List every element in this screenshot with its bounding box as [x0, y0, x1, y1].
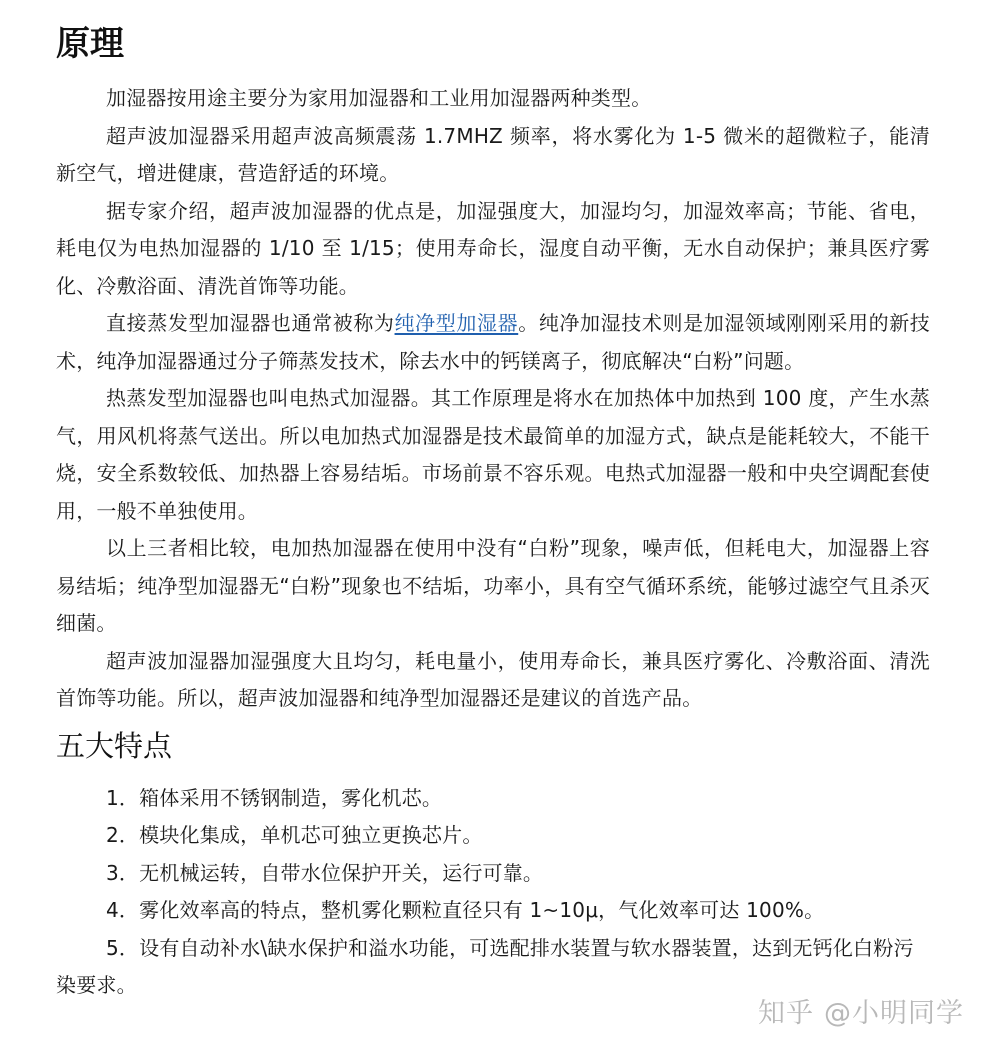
zhihu-watermark [758, 991, 964, 1030]
watermark-author: @小明同学 [824, 998, 964, 1029]
paragraph-1: 加湿器按用途主要分为家用加湿器和工业用加湿器两种类型。 [106, 86, 652, 110]
feature-item: 5．设有自动补水\缺水保护和溢水功能，可选配排水装置与软水器装置，达到无钙化白粉污染要求。 [56, 935, 914, 997]
paragraph-7: 超声波加湿器加湿强度大且均匀，耗电量小，使用寿命长，兼具医疗雾化、冷敷浴面、清洗首饰等功能。所以，超声波加湿器和纯净型加湿器还是建议的首选产品。 [56, 648, 930, 710]
watermark-site: 知乎 [758, 998, 814, 1029]
paragraph-4 [56, 305, 930, 380]
feature-item: 4．雾化效率高的特点，整机雾化颗粒直径只有 1~10μ，气化效率可达 100%。 [106, 898, 825, 922]
features-list [56, 780, 930, 1005]
paragraph-4-after: 。纯净加湿技术则是加湿领域刚刚采用的新技术，纯净加湿器通过分子筛蒸发技术，除去水中的钙镁离子，彻底解决“白粉”问题。 [56, 311, 931, 373]
section-title-principle: 原理 [56, 24, 124, 64]
feature-item: 1．箱体采用不锈钢制造，雾化机芯。 [106, 785, 443, 810]
paragraph-4-before: 直接蒸发型加湿器也通常被称为 [106, 311, 395, 335]
paragraph-2: 超声波加湿器采用超声波高频震荡 1.7MHZ 频率，将水雾化为 1-5 微米的超微粒子，能清新空气，增进健康，营造舒适的环境。 [56, 123, 930, 185]
paragraph-6: 以上三者相比较，电加热加湿器在使用中没有“白粉”现象，噪声低，但耗电大，加湿器上容易结垢；纯净型加湿器无“白粉”现象也不结垢，功率小，具有空气循环系统，能够过滤空气且杀灭细菌。 [56, 536, 930, 635]
section-title-features: 五大特点 [56, 728, 173, 763]
paragraph-3: 据专家介绍，超声波加湿器的优点是，加湿强度大，加湿均匀，加湿效率高；节能、省电，耗电仅为电热加湿器的 1/10 至 1/15；使用寿命长，湿度自动平衡，无水自动保护；兼具医疗雾化、冷敷浴面、清洗首饰等功能。 [56, 198, 930, 298]
feature-item: 3．无机械运转，自带水位保护开关，运行可靠。 [106, 860, 544, 885]
pure-humidifier-link[interactable]: 纯净型加湿器 [394, 311, 519, 335]
feature-item: 2．模块化集成，单机芯可独立更换芯片。 [106, 823, 483, 847]
paragraph-5: 热蒸发型加湿器也叫电热式加湿器。其工作原理是将水在加热体中加热到 100 度，产生水蒸气，用风机将蒸气送出。所以电加热式加湿器是技术最简单的加湿方式，缺点是能耗较大，不能干烧，安全系数较低、加热器上容易结垢。市场前景不容乐观。电热式加湿器一般和中央空调配套使用，一般不单独使用。 [56, 386, 930, 523]
